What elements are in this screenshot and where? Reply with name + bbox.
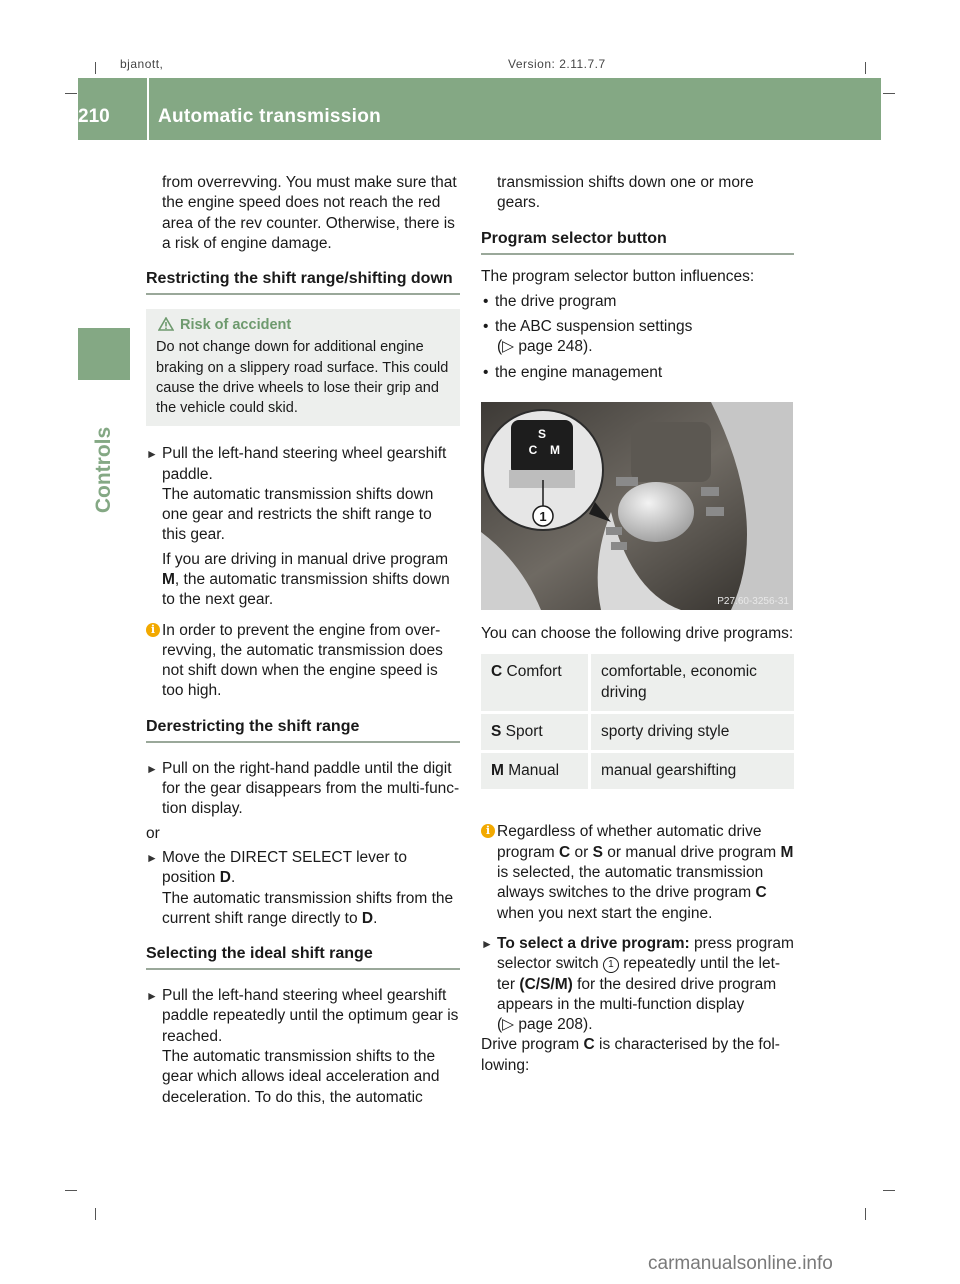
choose-text: You can choose the following drive programs: [481,625,794,642]
crop-mark [865,1208,866,1220]
page-reference: (▷ page 208). [497,1016,593,1034]
program-key: C Comfort [481,654,590,712]
table-row [481,752,794,791]
crop-mark [95,1208,96,1220]
step-text: Move the DIRECT SELECT lever to position D. [162,848,407,887]
heading-ideal: Selecting the ideal shift range [146,943,460,970]
program-desc: comfortable, economic driving [590,654,795,712]
info-text: Regardless of whether automatic drive program C or S or manual drive program M is selected, the automatic transmission always switches to the drive program C when you next start the engine. [497,823,794,922]
drive-programs-table [481,654,794,792]
step-text: Pull on the right-hand paddle until the digit for the gear disappears from the multi-func- tion display. [162,759,460,818]
page-number: 210 [78,106,110,127]
step-pull-right-paddle [146,759,460,820]
button-letter-s: S [537,427,547,441]
list-item: • the drive program [481,292,794,312]
step-text: Pull the left-hand steering wheel gearshift paddle. [162,445,447,483]
heading-derestricting: Derestricting the shift range [146,716,460,743]
crop-mark [883,93,895,94]
warning-box [146,309,460,426]
right-column [481,173,794,383]
table-row [481,654,794,712]
header-separator [147,78,149,140]
info-icon: i [481,824,495,838]
step-note: If you are driving in manual drive program M, the automatic transmission shifts down to the next gear. [162,550,450,609]
chapter-title: Automatic transmission [158,106,382,127]
info-text: In order to prevent the engine from over- revving, the automatic transmission does not shift down when the engine speed is too high. [162,621,443,700]
button-letter-c: C [528,443,538,457]
button-letter-m: M [550,443,560,457]
callout-1-icon: 1 [603,957,619,973]
info-icon: i [146,623,160,637]
step-arrow-icon: ► [481,936,493,951]
warning-title [156,315,450,335]
crop-mark [883,1190,895,1191]
page-reference: (▷ page 248). [497,338,593,356]
step-arrow-icon: ► [146,447,158,462]
warning-triangle-icon [158,317,174,331]
crop-mark [865,62,866,74]
info-note-default-program [481,822,794,923]
step-arrow-icon: ► [146,761,158,776]
info-note-overrevving [146,621,460,702]
step-arrow-icon: ► [146,850,158,865]
step-arrow-icon: ► [146,989,158,1004]
or-text: or [146,824,160,842]
warning-title-text: Risk of accident [180,317,292,334]
closing-paragraph: Drive program C is characterised by the fol- lowing: [481,1036,780,1074]
step-result: The automatic transmission shifts from the current shift range directly to D. [162,889,454,927]
watermark: carmanualsonline.info [648,1253,833,1274]
crop-mark [95,62,96,74]
step-result: The automatic transmission shifts to the gear which allows ideal acceleration and deceleration. To do this, the automatic [162,1048,440,1106]
left-column [146,173,460,1108]
intro-paragraph: from overrevving. You must make sure that the engine speed does not reach the red area of the rev counter. Otherwise, there is a risk of engine damage. [162,174,457,252]
step-text: To select a drive program: press program selector switch 1 repeatedly until the let- ter (C/S/M) for the desired drive program appears in the multi-function display [497,934,794,1013]
list-item: • the ABC suspension settings [481,317,794,337]
program-desc: sporty driving style [590,712,795,751]
program-desc: manual gearshifting [590,752,795,791]
step-pull-left-paddle [146,444,460,610]
callout-number: 1 [539,509,547,524]
program-key: S Sport [481,712,590,751]
program-selector-photo [481,402,793,610]
crop-mark [65,93,77,94]
header-meta-left: bjanott, [120,57,164,71]
console-illustration [481,402,793,610]
right-column-lower [481,624,794,1076]
header-meta-right: Version: 2.11.7.7 [508,57,606,71]
step-result: The automatic transmission shifts down one gear and restricts the shift range to this gear. [162,485,434,544]
step-text: Pull the left-hand steering wheel gearshift paddle repeatedly until the optimum gear is reached. [162,987,459,1045]
heading-program-selector: Program selector button [481,228,794,255]
program-key: M Manual [481,752,590,791]
list-item: • the engine management [481,363,794,383]
step-repeat-paddle [146,986,460,1108]
influences-intro: The program selector button influences: [481,267,755,285]
warning-text: Do not change down for additional engine braking on a slippery road surface. This could cause the drive wheels to lose their grip and the vehicle could skid. [156,339,449,416]
table-row [481,712,794,751]
crop-mark [65,1190,77,1191]
continuation-paragraph: transmission shifts down one or more gears. [497,174,754,212]
image-code: P27.60-3256-31 [717,596,789,607]
side-tab-block [78,328,130,380]
heading-restricting: Restricting the shift range/shifting down [146,268,460,295]
step-select-program [481,934,794,1035]
side-tab-label: Controls [92,426,115,514]
step-direct-select [146,848,460,929]
